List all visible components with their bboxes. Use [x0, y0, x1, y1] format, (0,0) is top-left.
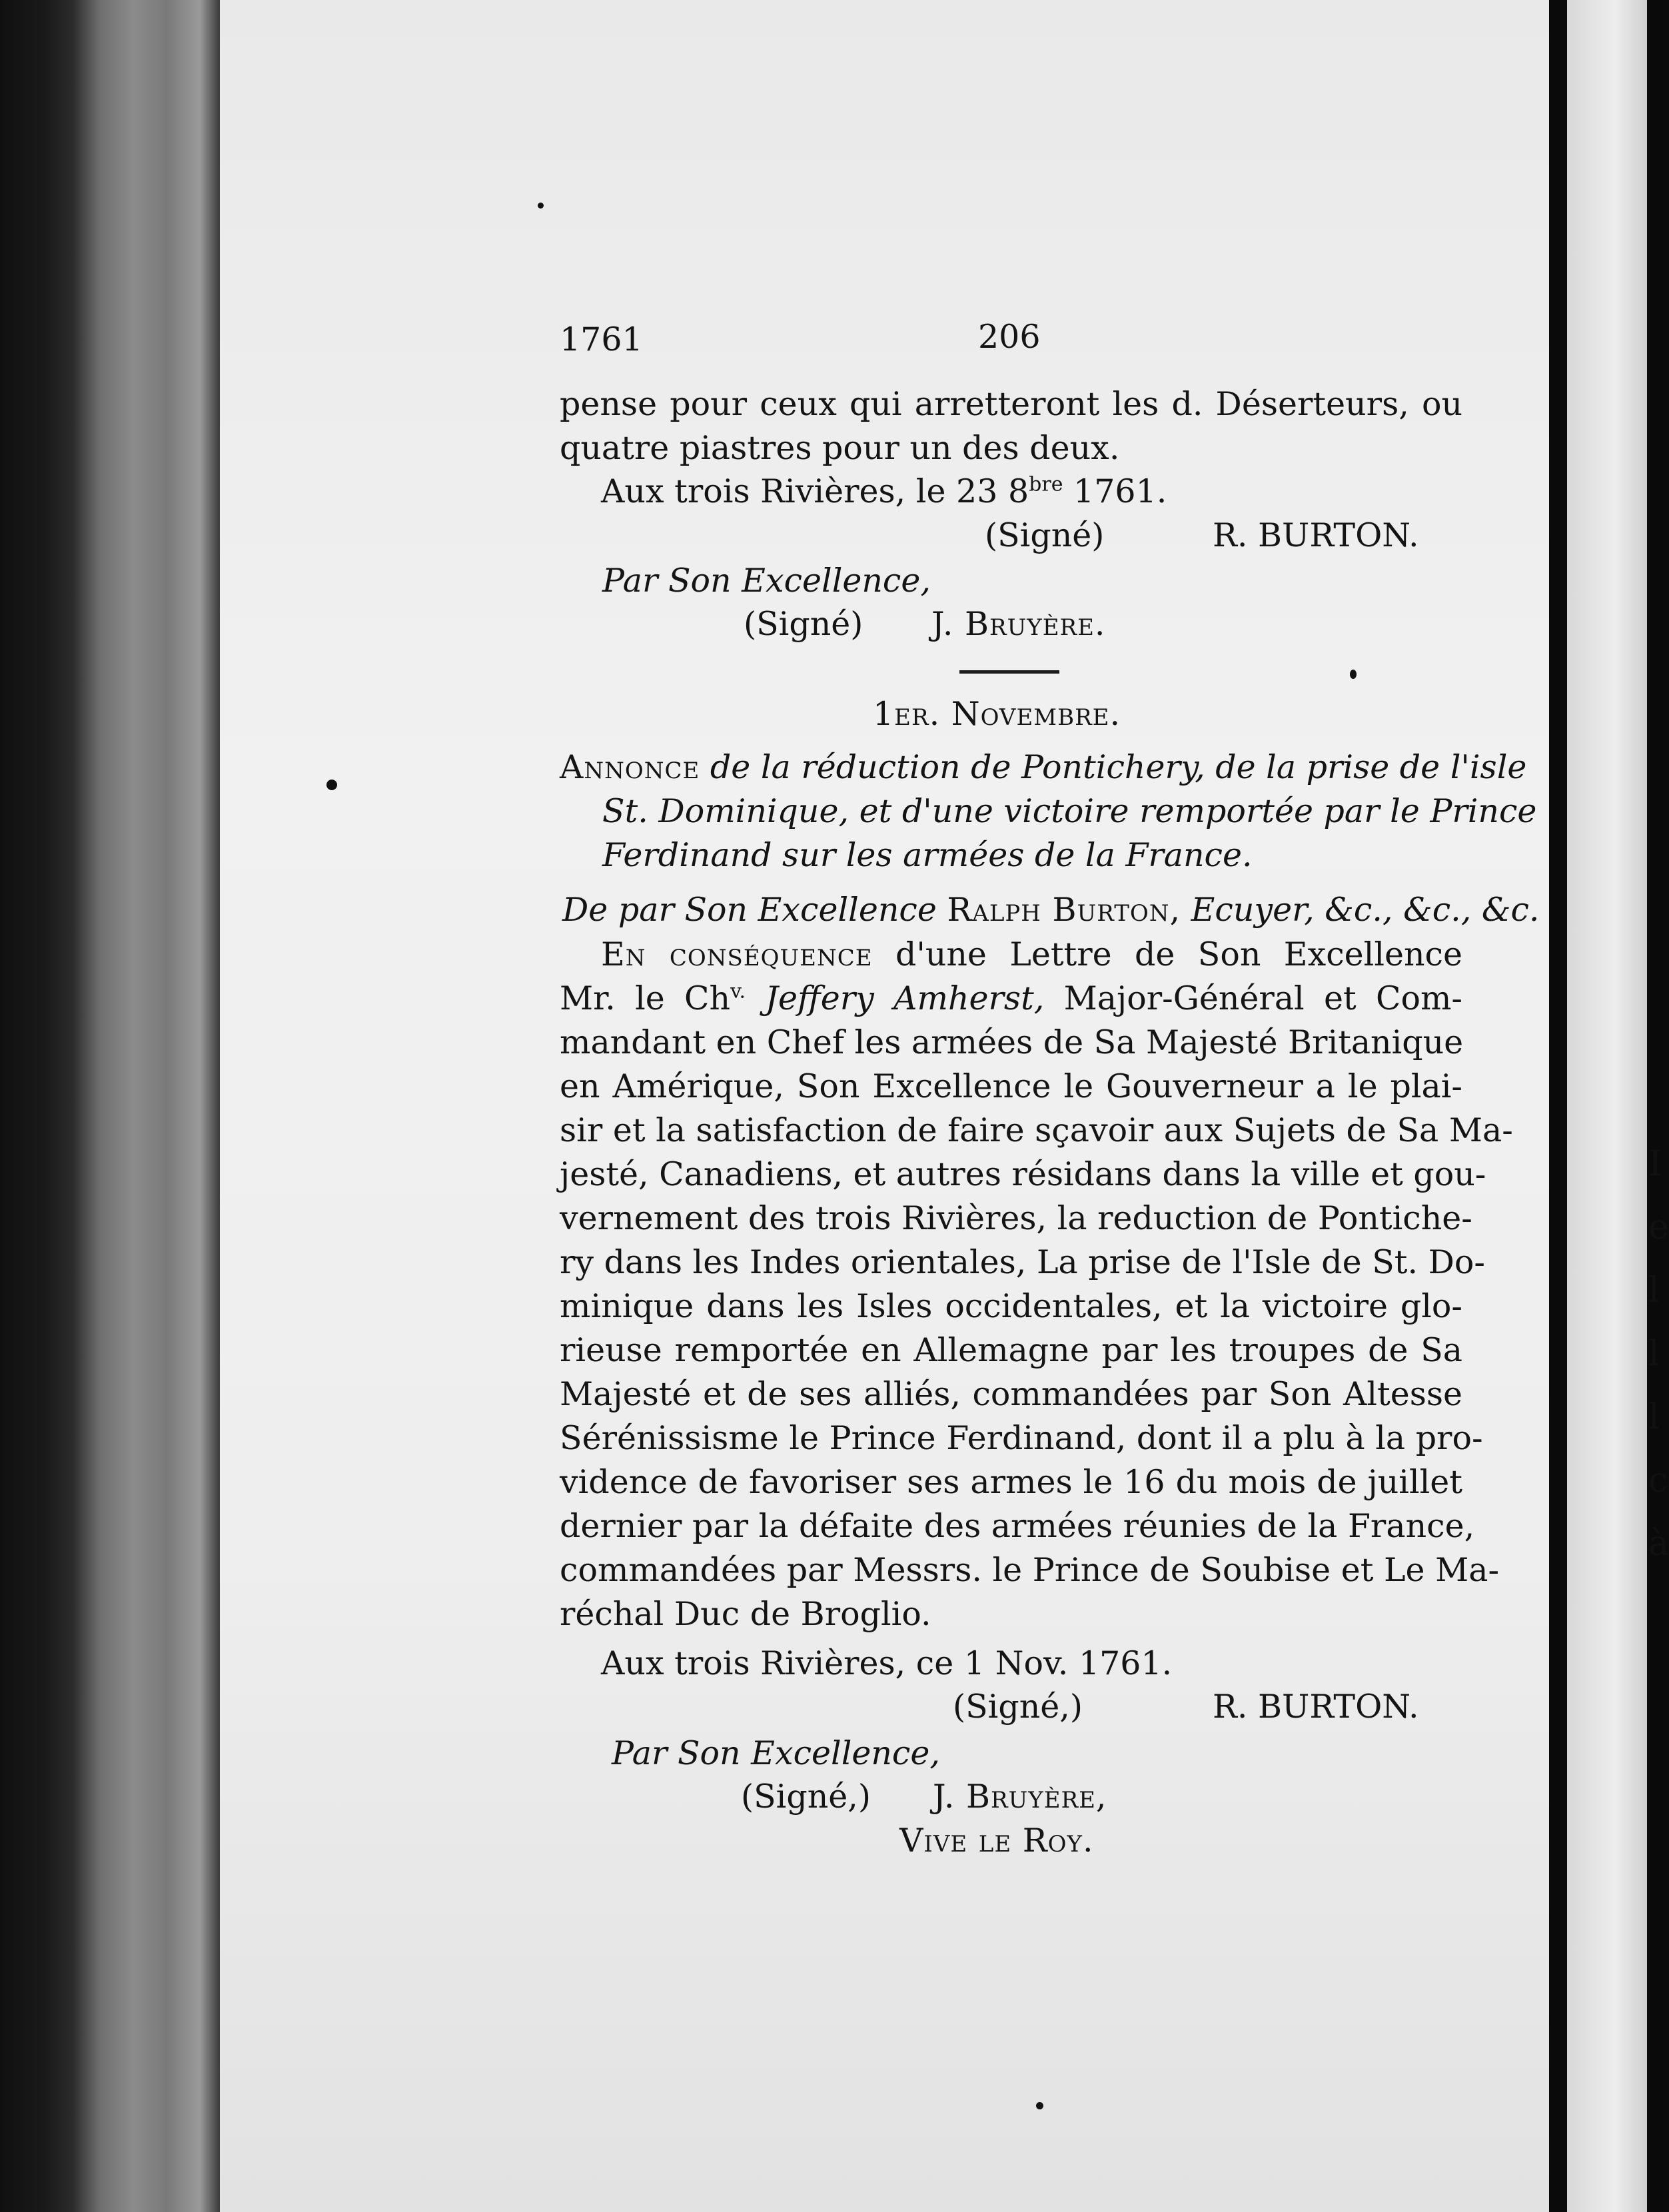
margin-letter: l [1648, 1271, 1660, 1311]
margin-letter: l [1648, 1397, 1660, 1437]
print-speck [1036, 2102, 1043, 2109]
print-speck [1350, 670, 1357, 679]
page-number: 206 [978, 318, 1041, 356]
body-line: commandées par Messrs. le Prince de Soubise et Le Ma- [560, 1551, 1500, 1589]
signed-label: (Signé,) [741, 1778, 871, 1816]
print-speck [326, 780, 337, 790]
proclamation-heading: De par Son Excellence Ralph Burton, Ecuyer, &c., &c., &c. [562, 891, 1540, 929]
signed-label: (Signé,) [953, 1688, 1083, 1726]
book-spine-shadow [0, 0, 220, 2212]
by-his-excellency: Par Son Excellence, [602, 562, 931, 600]
margin-letter: e [1648, 1207, 1669, 1247]
announcement-title: Ferdinand sur les armées de la France. [602, 836, 1253, 874]
body-line: quatre piastres pour un des deux. [560, 429, 1120, 467]
margin-letter: c [1648, 1460, 1668, 1500]
body-line: En conséquence d'une Lettre de Son Excellence [601, 935, 1462, 973]
body-line: ry dans les Indes orientales, La prise de l'Isle de St. Do- [560, 1243, 1485, 1281]
margin-letter: à [1648, 1524, 1669, 1564]
body-line: réchal Duc de Broglio. [560, 1595, 931, 1633]
closing-salutation: Vive le Roy. [899, 1822, 1094, 1860]
body-line: vidence de favoriser ses armes le 16 du mois de juillet [560, 1463, 1462, 1501]
announcement-title: St. Dominique, et d'une victoire remportée par le Prince [602, 792, 1537, 830]
body-line: en Amérique, Son Excellence le Gouverneur a le plai- [560, 1067, 1462, 1105]
dateline: Aux trois Rivières, le 23 $8^{bre}$ 1761. [601, 472, 1167, 510]
section-divider [959, 670, 1059, 674]
body-line: Majesté et de ses alliés, commandées par Son Altesse [560, 1375, 1462, 1413]
by-his-excellency: Par Son Excellence, [612, 1734, 940, 1772]
body-line: minique dans les Isles occidentales, et la victoire glo- [560, 1287, 1462, 1325]
body-line: pense pour ceux qui arretteront les d. Déserteurs, ou [560, 385, 1462, 423]
section-date-heading: 1er. Novembre. [873, 695, 1121, 733]
body-line: rieuse remportée en Allemagne par les troupes de Sa [560, 1331, 1462, 1369]
signature-bruyere: J. Bruyère. [931, 605, 1106, 643]
margin-letter: l [1648, 1334, 1660, 1374]
signature-burton: R. BURTON. [1213, 1688, 1419, 1726]
next-page-text-fragment [1648, 1133, 1669, 1576]
body-line: jesté, Canadiens, et autres résidans dans la ville et gou- [560, 1155, 1486, 1193]
body-line: sir et la satisfaction de faire sçavoir aux Sujets de Sa Ma- [560, 1111, 1513, 1149]
page-year: 1761 [560, 320, 643, 358]
announcement-title: Annonce de la réduction de Pontichery, de la prise de l'isle [560, 748, 1527, 786]
body-line: Mr. le $Ch^{v.}$ Jeffery Amherst, Major-Général et Com- [560, 979, 1462, 1017]
dateline: Aux trois Rivières, ce 1 Nov. 1761. [601, 1644, 1173, 1682]
signature-bruyere: J. Bruyère, [933, 1778, 1107, 1816]
body-line: mandant en Chef les armées de Sa Majesté Britanique [560, 1023, 1464, 1061]
signed-label: (Signé) [744, 605, 863, 643]
next-page-edge [1567, 0, 1647, 2212]
margin-letter: I [1648, 1144, 1662, 1184]
body-line: Sérénissisme le Prince Ferdinand, dont il a plu à la pro- [560, 1419, 1483, 1457]
signature-burton: R. BURTON. [1213, 516, 1419, 554]
body-line: dernier par la défaite des armées réunies de la France, [560, 1507, 1475, 1545]
print-speck [538, 203, 544, 209]
body-line: vernement des trois Rivières, la reduction de Pontiche- [560, 1199, 1472, 1237]
signed-label: (Signé) [985, 516, 1105, 554]
